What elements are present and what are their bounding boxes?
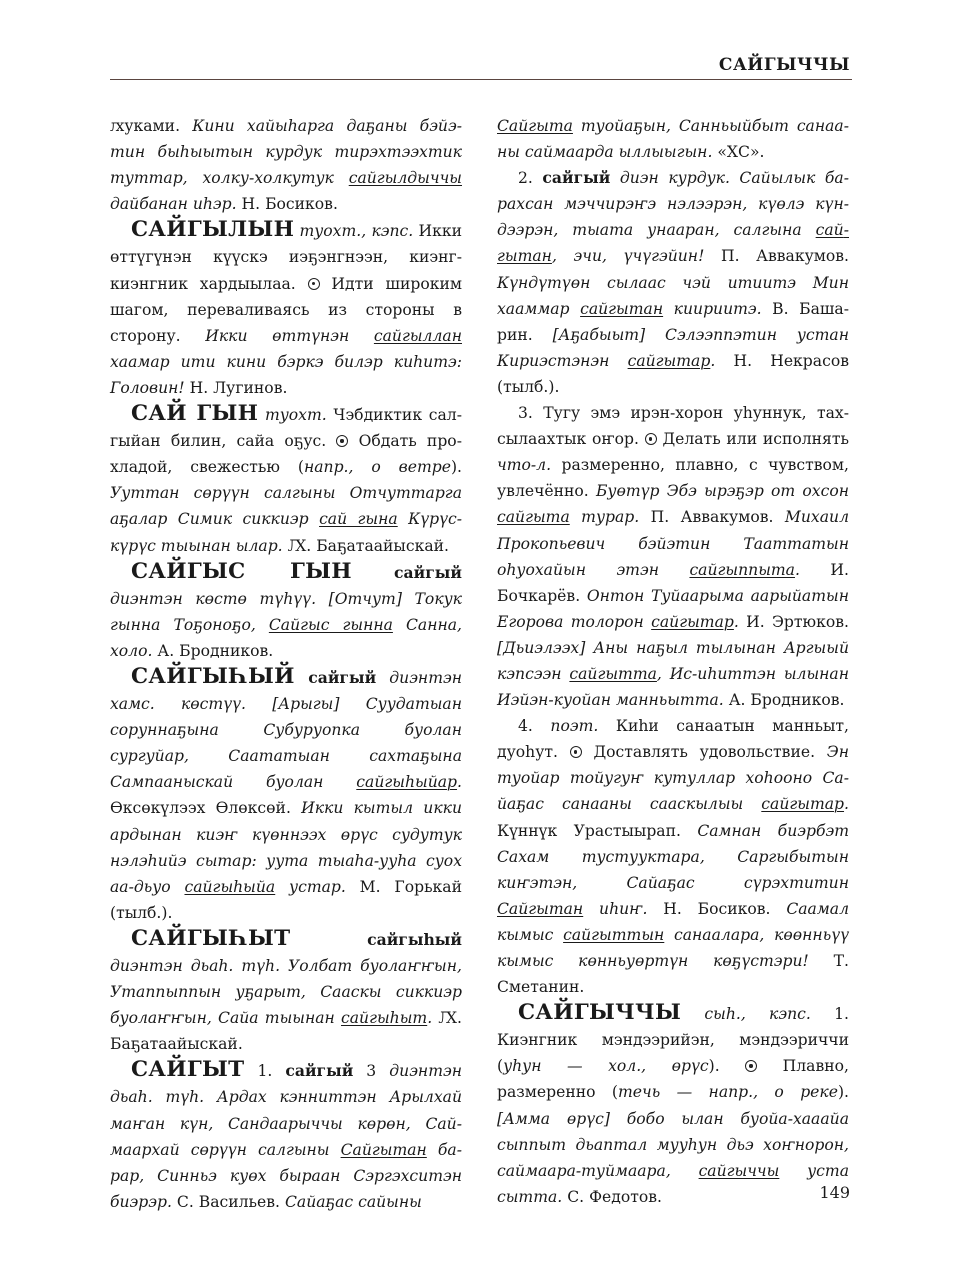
right-column <box>497 113 849 1210</box>
entry-saigylyn: САЙГЫЛЫН туохт., кэпс. Икки өттүгүнэн күүскэ иэҕэнгнээн, киэнг-киэнгник хардыылаа. Идти широким шагом, переваливаясь из стороны в сторону. Икки өттүнэн сайгыллан хаамар ити кини бэркэ билэр киһитэ: Головин! Н. Лугинов. <box>110 217 462 397</box>
sense-4: 4. поэт. Киһи санаатын манньыт, дуоһут. Доставлять удовольствие. Эн туойар тойугуҥ кутуллар хоһооно Сайаҕас санааны сааскылыы сайгытар. Күннүк Урастыырап. Самнан биэрбэт Сахам тустууктара, Саргыбытын киҥэтэн, Сайаҕас сүрэхтитин Сайгытан иһиҥ. Н. Босиков. Саамал кымыс сайгыттын санаалара, көөнньүү кымыс көнньуөртүн көҕүстэри! Т. Сметанин. <box>497 717 849 997</box>
translation-marker-icon <box>308 278 320 290</box>
entry-continuation: ԕуками. Кини хайыһарга даҕаны бэйэтин быһыытын курдук тирэхтээхтик туттар, холку-холкутук сайгылдыччы дайбанан иһэр. Н. Босиков. <box>110 117 462 214</box>
header-rule <box>110 79 852 80</box>
headword: САЙГЫТ <box>131 1057 245 1083</box>
entry-saigyhyi: САЙГЫҺЫЙ сайгый диэнтэн хамс. көстүү. [Арыгы] Суудатыан соруннаҕына Субуруопка буолан сургуйар, Саататыан сахтаҕына Сампааныскай буолан сайгыһыйар. Өксөкүлээх Өлөксөй. Икки кытыл икки ардынан киэҥ күөннээх өрүс судутук нэлэһийэ сытар: уута тыаһа-ууһа суох аа-дьуо сайгыһыйа устар. М. Горькай (тылб.). <box>110 663 462 922</box>
entry-saigychchy: САЙГЫЧЧЫ сыһ., кэпс. 1. Киэнгник мэндээрийэн, мэндээриччи (уһун — хол., өрүс). Плавно, размеренно (течь — напр., о реке). [Амма өрүс] бобо ылан буойа-хааайа сыппыт дьаптал мууһун дьэ хоҥнорон, саймаара-туймаара, сайгыччы уста сытта. С. Федотов. <box>497 1000 849 1206</box>
sense-3: 3. Тугу эмэ ирэн-хорон уһуннук, тахсылаахтык оҥор. Делать или исполнять что-л. размеренно, плавно, с чувством, увлечённо. Буөтүр Эбэ ырэҕэр от охсон сайгыта турар. П. Аввакумов. Михаил Прокопьевич бэйэтин Тааттатын оһуохайын этэн сайгыппыта. И. Бочкарёв. Онтон Туйаарыма аарыйатын Егорова толорон сайгытар. И. Эртюков. [Дьиэлээх] Аны наҕыл тылынан Аргыый кэпсээн сайгытта, Ис-иһиттэн ылынан Иэйэн-куойан манньытта. А. Бродников. <box>497 404 850 710</box>
headword: САЙГЫҺЫЙ <box>131 663 295 689</box>
translation-marker-icon <box>570 746 582 758</box>
page-number: 149 <box>819 1183 850 1202</box>
translation-marker-icon <box>336 435 348 447</box>
entry-saigyt-continuation: Сайгыта туойаҕын, Санньыйбыт санааны саймаарда ыллыыгын. «ХС». <box>497 117 849 162</box>
entry-saigyt: САЙГЫТ 1. сайгый 3 диэнтэн дьаһ. түһ. Ардах кэнниттэн Арылхай маҥан күн, Сандаарыччы көрөн, Саймаархай сөрүүн салгыны Сайгытан барар, Синньэ куөх быраан Сэргэхситэн биэрэр. С. Васильев. Сайаҕас сайыны <box>110 1057 462 1211</box>
headword: САЙ ГЫН <box>131 401 259 427</box>
headword: САЙГЫЧЧЫ <box>518 1000 682 1026</box>
headword: САЙГЫС ГЫН <box>131 558 352 584</box>
left-column <box>110 113 462 1215</box>
translation-marker-icon <box>645 433 657 445</box>
translation-marker-icon <box>745 1060 757 1072</box>
entry-saigys-gyn: САЙГЫС ГЫН сайгый диэнтэн көстө түһүү. [Отчут] Токук гынна Тоҕоноҕо, Сайгыс гынна Санна, холо. А. Бродников. <box>110 558 462 660</box>
entry-sai-gyn: САЙ ГЫН туохт. Чэбдиктик салгыйан билин, сайа оҕус. Обдать прохладой, свежестью (напр., о ветре). Ууттан сөрүүн салгыны Отчуттарга аҕалар Симик сиккиэр сай гына Күрүскүрүс тыынан ылар. Ԕ. Баҕатаайыскай. <box>110 401 463 555</box>
headword: САЙГЫҺЫТ <box>131 925 291 951</box>
sense-2: 2. сайгый диэн курдук. Сайылык барахсан мэччирэҥэ нэлээрэн, күөлэ күндээрэн, тыата унааран, салгына сайгытан, эчи, үчүгэйин! П. Аввакумов. Күндүтүөн сылаас чэй итиитэ Мин хааммар сайгытан киириитэ. В. Башарин. [Аҕабыыт] Сэлээппэтин устан Кириэстэнэн сайгытар. Н. Некрасов (тылб.). <box>497 168 850 396</box>
headword: САЙГЫЛЫН <box>131 217 295 243</box>
entry-saigyhyt: САЙГЫҺЫТ сайгыһый диэнтэн дьаһ. түһ. Уолбат буолаҥҥын, Утаппыппын уҕарыт, Сааскы сиккиэр буолаҥҥын, Сайа тыынан сайгыһыт. Ԕ. Баҕатаайыскай. <box>110 925 462 1054</box>
running-head: САЙГЫЧЧЫ <box>718 55 850 75</box>
